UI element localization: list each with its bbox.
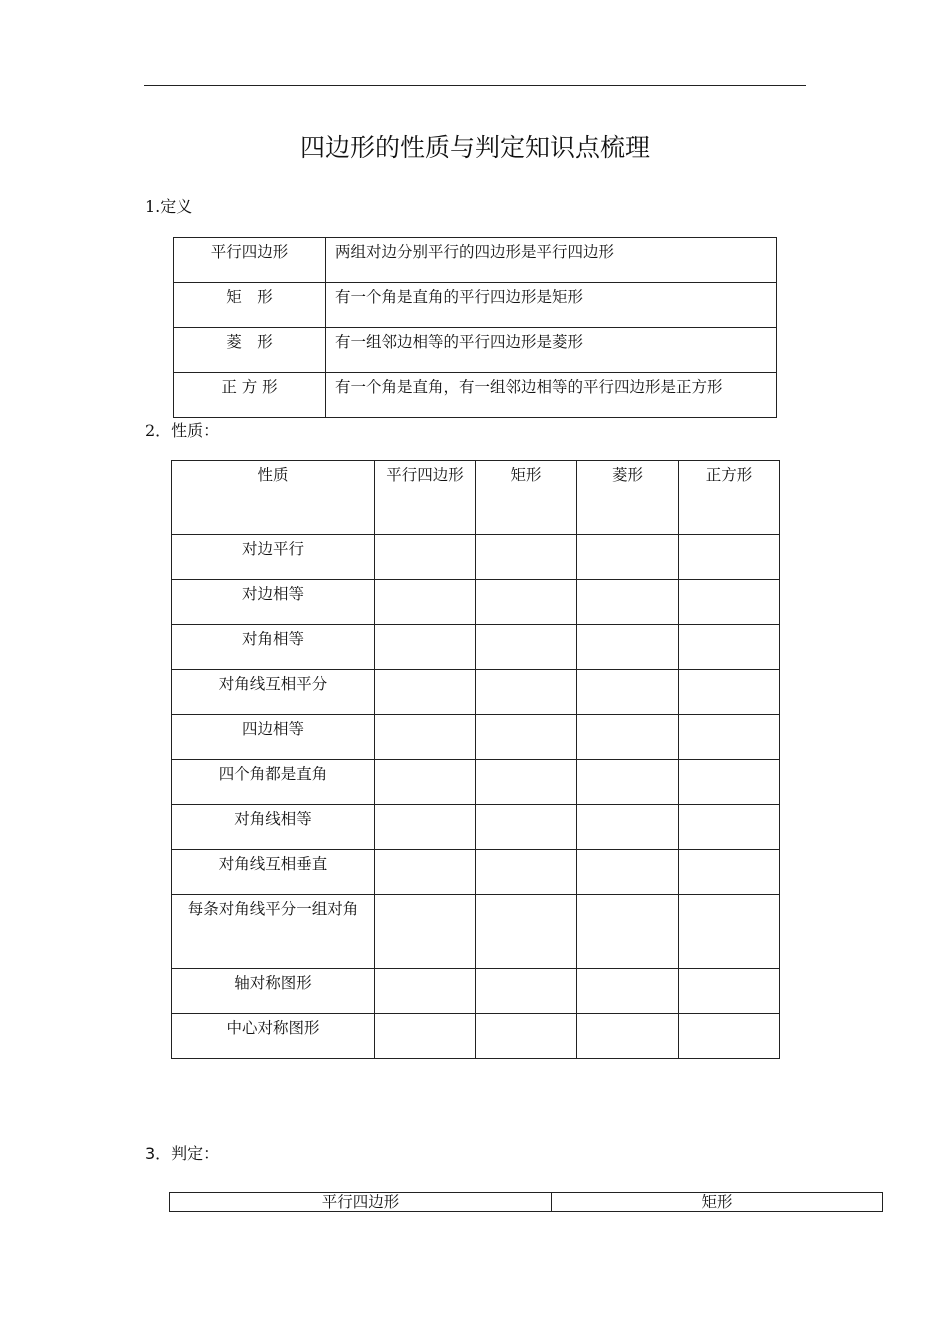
table-row xyxy=(174,283,777,328)
empty-cell xyxy=(577,670,679,715)
definition-desc: 有一个角是直角的平行四边形是矩形 xyxy=(326,283,777,328)
property-label: 对角线互相垂直 xyxy=(172,850,375,895)
empty-cell xyxy=(679,895,780,969)
empty-cell xyxy=(375,805,476,850)
empty-cell xyxy=(679,969,780,1014)
empty-cell xyxy=(577,850,679,895)
table-row xyxy=(174,238,777,283)
table-row xyxy=(172,805,780,850)
empty-cell xyxy=(577,715,679,760)
empty-cell xyxy=(577,625,679,670)
table-row xyxy=(172,580,780,625)
empty-cell xyxy=(476,1014,577,1059)
section-judgement: 3．判定： xyxy=(145,1144,220,1163)
property-label: 四个角都是直角 xyxy=(172,760,375,805)
empty-cell xyxy=(375,895,476,969)
empty-cell xyxy=(679,670,780,715)
empty-cell xyxy=(476,625,577,670)
property-label: 对边平行 xyxy=(172,535,375,580)
header-square: 正方形 xyxy=(679,461,780,535)
empty-cell xyxy=(375,760,476,805)
empty-cell xyxy=(577,1014,679,1059)
header-rhombus: 菱形 xyxy=(577,461,679,535)
definition-term: 菱 形 xyxy=(174,328,326,373)
empty-cell xyxy=(679,535,780,580)
judgement-table xyxy=(169,1192,883,1212)
empty-cell xyxy=(476,670,577,715)
empty-cell xyxy=(375,1014,476,1059)
empty-cell xyxy=(375,670,476,715)
empty-cell xyxy=(679,625,780,670)
table-row xyxy=(172,670,780,715)
section-properties: 2．性质： xyxy=(145,421,220,440)
definition-desc: 两组对边分别平行的四边形是平行四边形 xyxy=(326,238,777,283)
empty-cell xyxy=(375,535,476,580)
table-row xyxy=(172,850,780,895)
header-rectangle: 矩形 xyxy=(552,1193,883,1212)
section-definition: 1.定义 xyxy=(145,197,193,216)
empty-cell xyxy=(577,760,679,805)
table-row xyxy=(174,373,777,418)
table-row xyxy=(172,625,780,670)
definition-term: 平行四边形 xyxy=(174,238,326,283)
property-label: 对角线相等 xyxy=(172,805,375,850)
empty-cell xyxy=(577,969,679,1014)
empty-cell xyxy=(476,715,577,760)
empty-cell xyxy=(375,850,476,895)
property-label: 对角线互相平分 xyxy=(172,670,375,715)
page-title: 四边形的性质与判定知识点梳理 xyxy=(299,133,650,162)
empty-cell xyxy=(476,580,577,625)
empty-cell xyxy=(476,895,577,969)
definition-term: 正 方 形 xyxy=(174,373,326,418)
header-parallelogram: 平行四边形 xyxy=(375,461,476,535)
empty-cell xyxy=(375,625,476,670)
property-label: 中心对称图形 xyxy=(172,1014,375,1059)
empty-cell xyxy=(577,535,679,580)
property-label: 每条对角线平分一组对角 xyxy=(172,895,375,969)
header-parallelogram: 平行四边形 xyxy=(170,1193,552,1212)
table-row xyxy=(172,715,780,760)
empty-cell xyxy=(476,969,577,1014)
empty-cell xyxy=(476,805,577,850)
table-row xyxy=(172,895,780,969)
empty-cell xyxy=(375,969,476,1014)
definition-desc: 有一组邻边相等的平行四边形是菱形 xyxy=(326,328,777,373)
empty-cell xyxy=(577,805,679,850)
table-header-row xyxy=(172,461,780,535)
table-row xyxy=(172,535,780,580)
empty-cell xyxy=(375,580,476,625)
table-row xyxy=(174,328,777,373)
empty-cell xyxy=(679,760,780,805)
property-label: 轴对称图形 xyxy=(172,969,375,1014)
table-row xyxy=(172,760,780,805)
definition-desc: 有一个角是直角，有一组邻边相等的平行四边形是正方形 xyxy=(326,373,777,418)
header-property: 性质 xyxy=(172,461,375,535)
empty-cell xyxy=(679,1014,780,1059)
empty-cell xyxy=(679,850,780,895)
empty-cell xyxy=(476,850,577,895)
property-label: 四边相等 xyxy=(172,715,375,760)
properties-table xyxy=(171,460,780,1059)
table-header-row xyxy=(170,1193,883,1212)
header-rectangle: 矩形 xyxy=(476,461,577,535)
table-row xyxy=(172,969,780,1014)
empty-cell xyxy=(577,580,679,625)
empty-cell xyxy=(375,715,476,760)
empty-cell xyxy=(577,895,679,969)
definition-table xyxy=(173,237,777,418)
header-rule xyxy=(144,85,806,86)
empty-cell xyxy=(679,715,780,760)
empty-cell xyxy=(679,805,780,850)
empty-cell xyxy=(476,535,577,580)
empty-cell xyxy=(476,760,577,805)
empty-cell xyxy=(679,580,780,625)
property-label: 对角相等 xyxy=(172,625,375,670)
table-row xyxy=(172,1014,780,1059)
property-label: 对边相等 xyxy=(172,580,375,625)
definition-term: 矩 形 xyxy=(174,283,326,328)
